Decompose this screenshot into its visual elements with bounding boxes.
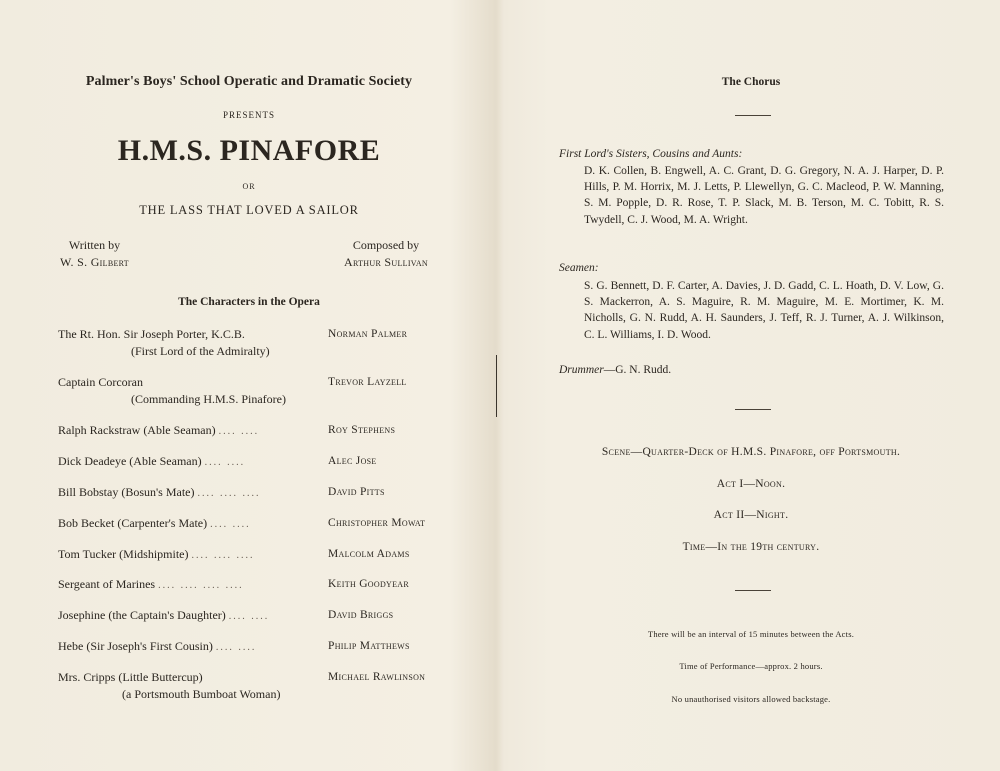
role-name: Ralph Rackstraw (Able Seaman) (58, 423, 216, 437)
chorus-heading: The Chorus (721, 76, 781, 88)
presents-label: PRESENTS (222, 110, 275, 120)
opera-subtitle: THE LASS THAT LOVED A SAILOR (139, 203, 359, 217)
cast-actor: David Pitts (328, 486, 385, 498)
composer-name: Arthur Sullivan (344, 255, 428, 269)
role-description: (Commanding H.M.S. Pinafore) (131, 392, 286, 406)
role-name: Hebe (Sir Joseph's First Cousin) (58, 639, 213, 653)
role-name: Sergeant of Marines (58, 577, 156, 591)
cast-role (58, 546, 255, 564)
time-text: Time—In the 19th century. (682, 541, 820, 553)
divider-rule (735, 115, 771, 116)
leader-dots: .... .... (218, 426, 260, 437)
right-page (502, 0, 1000, 771)
characters-heading: The Characters in the Opera (178, 296, 320, 308)
left-page (0, 0, 498, 771)
drummer-name: —G. N. Rudd. (603, 364, 672, 376)
cast-actor: Roy Stephens (328, 424, 396, 436)
cast-actor: Keith Goodyear (328, 578, 410, 590)
written-by-label: Written by (68, 238, 121, 252)
cast-role (58, 515, 251, 533)
leader-dots: .... .... .... .... (158, 580, 244, 591)
divider-rule (735, 590, 771, 591)
chorus-group-heading: Seamen: (559, 262, 599, 274)
cast-role (58, 484, 261, 502)
backstage-note: No unauthorised visitors allowed backstage. (671, 694, 831, 704)
role-name: Bob Becket (Carpenter's Mate) (58, 516, 208, 530)
act-one-text: Act I—Noon. (716, 478, 786, 490)
or-label: OR (242, 182, 256, 191)
chorus-group-heading: First Lord's Sisters, Cousins and Aunts: (559, 148, 743, 160)
cast-role (58, 607, 269, 625)
drummer-label: Drummer (559, 364, 604, 376)
leader-dots: .... .... (215, 642, 257, 653)
role-name: Captain Corcoran (58, 375, 143, 389)
composed-by-label: Composed by (352, 238, 420, 252)
act-two-text: Act II—Night. (713, 509, 789, 521)
cast-actor: Trevor Layzell (328, 376, 407, 388)
leader-dots: .... .... .... (197, 488, 261, 499)
composer-credit (344, 237, 428, 271)
leader-dots: .... .... (204, 457, 246, 468)
interval-note: There will be an interval of 15 minutes between the Acts. (647, 629, 855, 639)
divider-rule (735, 409, 771, 410)
role-name: Dick Deadeye (Able Seaman) (58, 454, 202, 468)
society-name: Palmer's Boys' School Operatic and Dramatic Society (85, 74, 413, 89)
cast-actor: Michael Rawlinson (328, 671, 426, 683)
cast-actor: Norman Palmer (328, 328, 408, 340)
leader-dots: .... .... (210, 519, 251, 530)
writer-credit (60, 237, 129, 271)
role-name: Tom Tucker (Midshipmite) (58, 547, 189, 561)
chorus-group-names: D. K. Collen, B. Engwell, A. C. Grant, D. G. Gregory, N. A. J. Harper, D. P. Hills, P. M. Horrix, M. J. Letts, P. Llewellyn, G. C. Macleod, P. W. Manning, S. M. Popple, D. R. Rose, T. P. Slack, M. B. Terson, M. C. Tobitt, R. S. Twydell, C. J. Wood, M. A. Wright. (584, 165, 944, 226)
cast-role (58, 576, 244, 594)
cast-actor: Philip Matthews (328, 640, 410, 652)
cast-actor: Alec Jose (328, 455, 377, 467)
cast-role (58, 669, 280, 703)
drummer-credit (559, 364, 671, 376)
role-name: Mrs. Cripps (Little Buttercup) (58, 670, 203, 684)
writer-name: W. S. Gilbert (60, 255, 129, 269)
cast-role (58, 453, 245, 471)
cast-actor: Christopher Mowat (328, 517, 426, 529)
binding-staple (496, 355, 500, 417)
role-name: Bill Bobstay (Bosun's Mate) (58, 485, 195, 499)
role-name: The Rt. Hon. Sir Joseph Porter, K.C.B. (58, 327, 245, 341)
cast-role (58, 374, 286, 408)
role-name: Josephine (the Captain's Daughter) (58, 608, 226, 622)
cast-role (58, 422, 259, 440)
leader-dots: .... .... (228, 611, 270, 622)
scene-text: Scene—Quarter-Deck of H.M.S. Pinafore, off Portsmouth. (601, 446, 901, 458)
cast-role (58, 326, 270, 360)
performance-time-note: Time of Performance—approx. 2 hours. (679, 661, 823, 671)
cast-role (58, 638, 256, 656)
leader-dots: .... .... .... (191, 550, 255, 561)
role-description: (First Lord of the Admiralty) (131, 344, 270, 358)
chorus-group-names: S. G. Bennett, D. F. Carter, A. Davies, J. D. Gadd, C. L. Hoath, D. V. Low, G. S. Mackerron, A. S. Maguire, R. M. Maguire, M. E. Mortimer, K. M. Nicholls, G. N. Rudd, A. H. Saunders, J. Teff, R. J. Turner, A. J. Wilkinson, C. L. Williams, I. D. Wood. (584, 280, 944, 341)
opera-title: H.M.S. PINAFORE (117, 134, 381, 167)
role-description: (a Portsmouth Bumboat Woman) (122, 687, 281, 701)
cast-actor: Malcolm Adams (328, 548, 410, 560)
cast-actor: David Briggs (328, 609, 394, 621)
